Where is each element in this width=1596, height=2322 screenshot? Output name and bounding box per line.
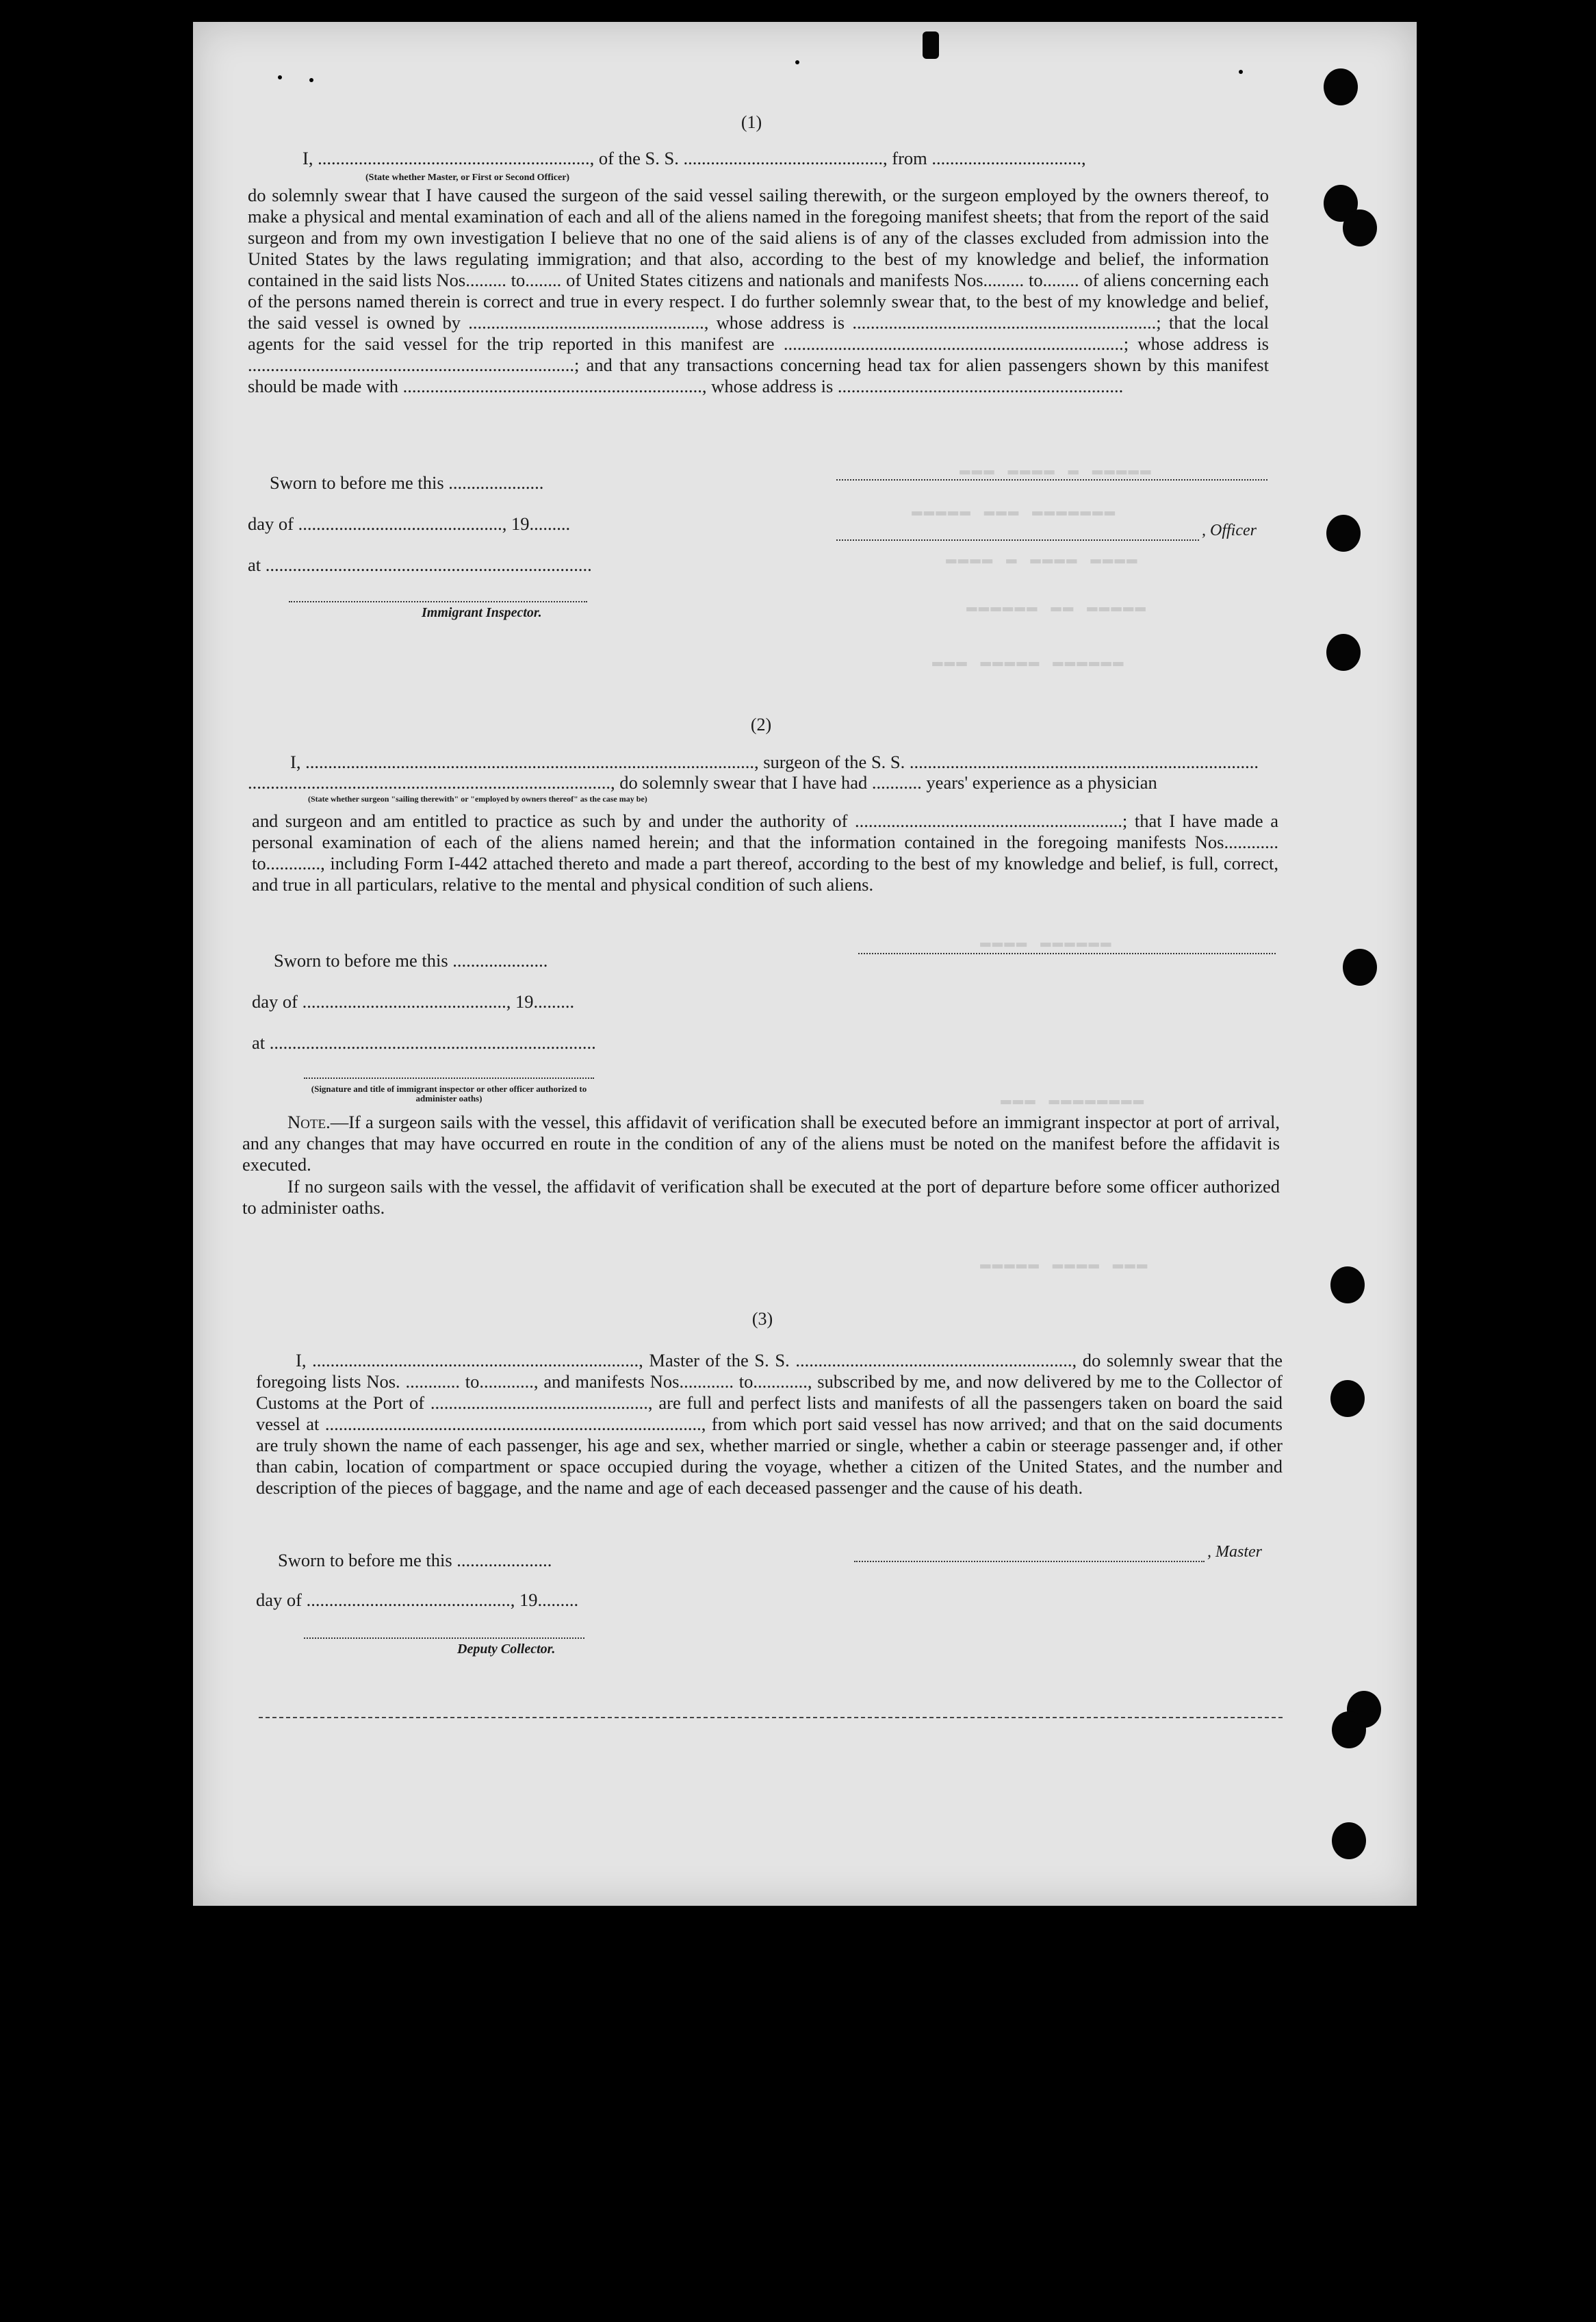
section-3-number: (3)	[751, 1309, 773, 1329]
section-2-number: (2)	[750, 715, 772, 735]
section-3-master-label: , Master	[1207, 1543, 1262, 1561]
section-2-day-line: day of ............................................., 19.........	[252, 991, 575, 1012]
ink-speck	[923, 31, 939, 59]
section-2-at-line: at ........................................................................	[252, 1032, 596, 1053]
section-2-signature-line	[858, 953, 1276, 954]
punch-hole	[1330, 1380, 1365, 1417]
section-3-deputy-signature-line	[304, 1637, 584, 1639]
ink-speck	[1239, 70, 1243, 74]
section-3-oath-text	[256, 1350, 1283, 1498]
punch-hole	[1326, 634, 1361, 671]
section-1-officer-label: , Officer	[1202, 522, 1257, 539]
section-1-number: (1)	[741, 112, 762, 132]
note-text: —If a surgeon sails with the vessel, this affidavit of verification shall be executed before an immigrant inspector at port of arrival, and any changes that may have occurred en route in the condition of any of the aliens must be noted on the manifest before the affidavit is executed.	[242, 1112, 1280, 1175]
section-1-first-line: I, ............................................................, of the S. S. ............................................, from .................................,	[303, 148, 1086, 168]
punch-hole	[1326, 515, 1361, 552]
section-1-caption: (State whether Master, or First or Second Officer)	[365, 173, 570, 183]
section-1-inspector-signature-line	[289, 601, 587, 602]
form-sheet	[193, 22, 1417, 1906]
section-1-upper-signature-line	[836, 479, 1267, 481]
punch-hole	[1343, 209, 1377, 246]
section-1-officer-signature-line	[836, 539, 1199, 541]
section-2-sworn-line: Sworn to before me this .....................	[274, 950, 548, 971]
section-1-inspector-label: Immigrant Inspector.	[422, 605, 542, 620]
section-2-inspector-signature-line	[304, 1077, 594, 1079]
section-2-second-line: ................................................................................, do solemnly swear that I have had ........... years' experience as a physician	[248, 772, 1157, 793]
show-through-texture: ▬▬▬▬ ▬ ▬▬▬▬ ▬▬▬▬	[946, 549, 1139, 570]
show-through-texture: ▬▬▬ ▬▬▬▬▬ ▬▬▬▬▬▬	[932, 652, 1125, 672]
show-through-texture: ▬▬▬▬▬ ▬▬▬ ▬▬▬▬▬▬▬	[912, 501, 1117, 522]
note-second-text: If no surgeon sails with the vessel, the affidavit of verification shall be executed at the port of departure before some officer authorized to administer oaths.	[242, 1176, 1280, 1218]
punch-hole	[1332, 1822, 1366, 1859]
section-3-day-line: day of ............................................., 19.........	[256, 1590, 579, 1610]
section-3-oath-body: I, ........................................................................, Master of the S. S. ............................................................., do solemnly swear that the foregoing lists Nos. ............ to............, and manifests Nos............ to............, subscribed by me, and now delivered by me to the Collector of Customs at the Port of ................................................, are full and perfect lists and manifests of all the passengers taken on board the said vessel at ..................................................................................., from which port said vessel has now arrived; and that on the said documents are truly shown the name of each passenger, his age and sex, whether married or single, whether a cabin or steerage passenger and, if other than cabin, location of compartment or space occupied during the voyage, whether a citizen of the United States, and the number and description of the pieces of baggage, and the name and age of each deceased passenger and the cause of his death.	[256, 1350, 1283, 1498]
note-label: Note.	[287, 1112, 331, 1132]
section-2-oath-text: and surgeon and am entitled to practice as such by and under the authority of ...........................................................; that I have made a personal examination of each of the aliens named herein; and that the information contained in the foregoing manifests Nos............ to............, including Form I-442 attached thereto and made a part thereof, according to the best of my knowledge and belief, is full, correct, and true in all particulars, relative to the mental and physical condition of such aliens.	[252, 811, 1278, 895]
show-through-texture: ▬▬▬▬▬ ▬▬▬▬ ▬▬▬	[980, 1254, 1149, 1275]
section-2-caption: (State whether surgeon "sailing therewith" or "employed by owners thereof" as the case may be)	[308, 794, 647, 804]
section-3-deputy-label: Deputy Collector.	[457, 1642, 556, 1657]
punch-hole	[1343, 949, 1377, 986]
section-2-first-line: I, ..................................................................................................., surgeon of the S. S. .............................................................................	[290, 752, 1259, 772]
section-1-at-line: at ........................................................................	[248, 554, 592, 575]
ink-speck	[278, 75, 282, 79]
show-through-texture: ▬▬▬ ▬▬▬▬▬▬▬▬	[1001, 1090, 1146, 1110]
section-2-note	[242, 1112, 1280, 1175]
punch-hole	[1332, 1711, 1366, 1748]
ink-speck	[309, 78, 313, 82]
section-1-day-line: day of ............................................., 19.........	[248, 513, 571, 534]
section-3-master-signature-line	[854, 1561, 1205, 1562]
section-1-oath-text: do solemnly swear that I have caused the surgeon of the said vessel sailing therewith, or the surgeon employed by the owners thereof, to make a physical and mental examination of each and all of the aliens named in the foregoing manifest sheets; that from the report of the said surgeon and from my own investigation I believe that no one of the said aliens is of any of the classes excluded from admission into the United States by the laws regulating immigration; and that also, according to the best of my knowledge and belief, the information contained in the said lists Nos......... to........ of United States citizens and nationals and manifests Nos......... to........ of aliens concerning each of the persons named therein is correct and true in every respect. I do further solemnly swear that, to the best of my knowledge and belief, the said vessel is owned by ...................................................., whose address is ...................................................................; that the local agents for the said vessel for the trip reported in this manifest are ...........................................................................; whose address is ........................................................................; and that any transactions concerning head tax for alien passengers shown by this manifest should be made with .................................................................., whose address is ...............................................................	[248, 185, 1269, 396]
show-through-texture: ▬▬▬ ▬▬▬▬ ▬ ▬▬▬▬▬	[960, 460, 1153, 481]
section-2-note-second	[242, 1176, 1280, 1219]
section-2-signature-caption: (Signature and title of immigrant inspector or other officer authorized to administer oaths)	[311, 1084, 587, 1103]
section-3-sworn-line: Sworn to before me this .....................	[278, 1550, 552, 1570]
show-through-texture: ▬▬▬▬▬▬ ▬▬ ▬▬▬▬▬	[966, 597, 1148, 617]
punch-hole	[1330, 1266, 1365, 1303]
bottom-rule	[259, 1717, 1283, 1718]
punch-hole	[1324, 68, 1358, 105]
ink-speck	[795, 60, 799, 64]
show-through-texture: ▬▬▬▬ ▬▬▬▬▬▬	[980, 932, 1113, 953]
section-1-sworn-line: Sworn to before me this .....................	[270, 472, 544, 493]
